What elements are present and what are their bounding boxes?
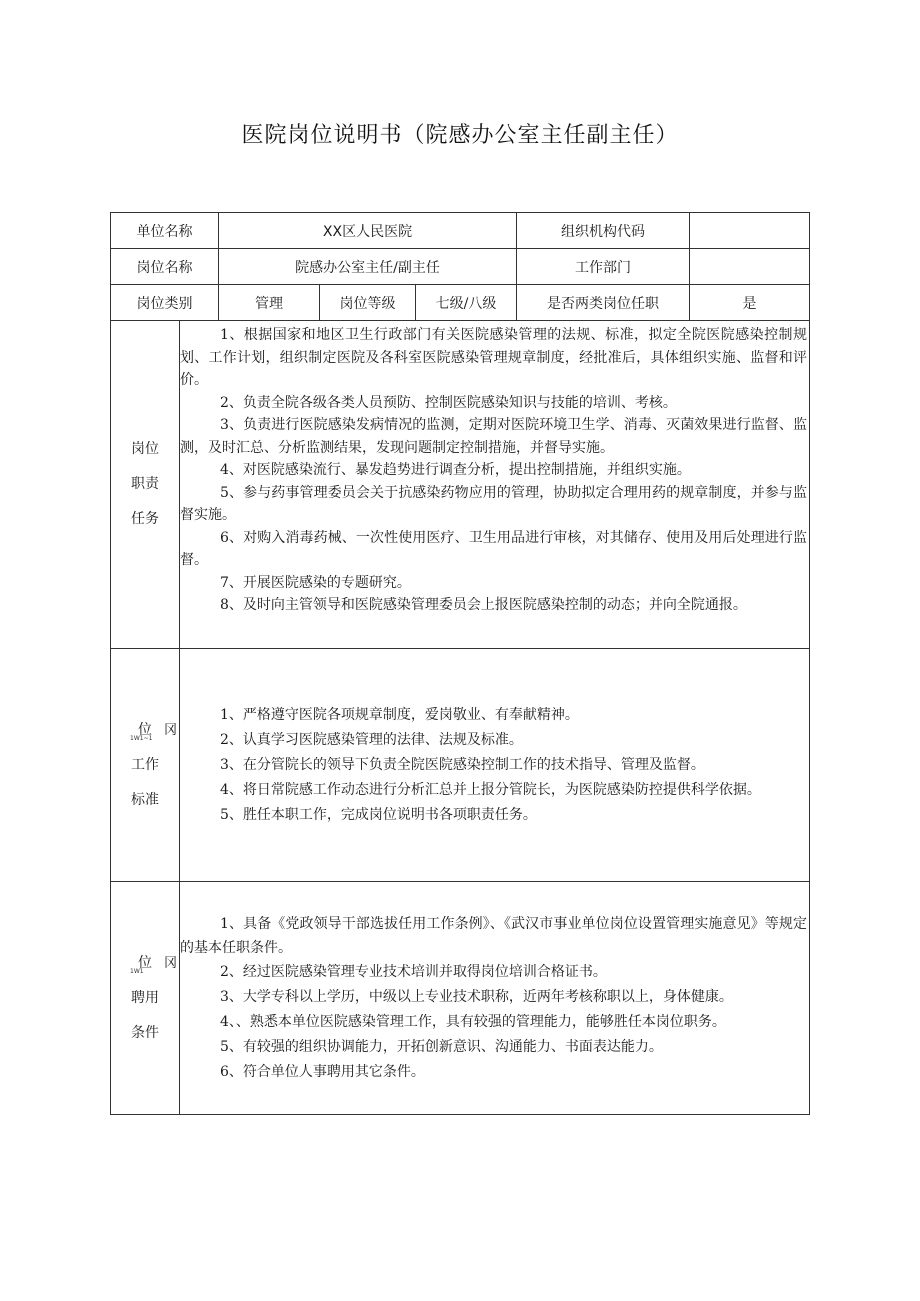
post-category-value: 管理 [219,285,320,321]
duty-item-1: 1、根据国家和地区卫生行政部门有关医院感染管理的法规、标准，拟定全院医院感染控制规划、工作计划，组织制定医院及各科室医院感染管理规章制度，经批准后，具体组织实施、监督和评价。 [180,327,807,388]
standards-content [180,649,810,882]
duty-item-2: 2、负责全院各级各类人员预防、控制医院感染知识与技能的培训、考核。 [220,394,677,411]
duties-label [111,321,180,649]
info-row-post [111,249,810,285]
requirements-label-line-1 [111,952,179,975]
standard-item-4: 4、将日常院感工作动态进行分析汇总并上报分管院长，为医院感染防控提供科学依据。 [220,782,761,798]
dual-post-value: 是 [690,285,810,321]
post-grade-value: 七级/八级 [416,285,517,321]
requirement-item-3: 3、大学专科以上学历，中级以上专业技术职称，近两年考核称职以上，身体健康。 [220,989,733,1005]
post-name-label: 岗位名称 [111,249,219,285]
requirements-label-line-2: 聘用 [131,989,159,1006]
requirement-item-1: 1、具备《党政领导干部选拔任用工作条例》、《武汉市事业单位岗位设置管理实施意见》等规定的基本任职条件。 [180,916,807,956]
duty-item-5: 5、参与药事管理委员会关于抗感染药物应用的管理，协助拟定合理用药的规章制度，并参与监督实施。 [180,484,807,523]
duties-label-line-1: 岗位 [131,441,159,457]
standards-label-line-1 [111,719,179,742]
standard-item-2: 2、认真学习医院感染管理的法律、法规及标准。 [220,732,523,748]
requirement-item-4: 4、、熟悉本单位医院感染管理工作，具有较强的管理能力，能够胜任本岗位职务。 [220,1014,726,1030]
page-title: 医院岗位说明书（院感办公室主任副主任） [241,123,679,148]
info-row-unit [111,213,810,249]
requirement-item-2: 2、经过医院感染管理专业技术培训并取得岗位培训合格证书。 [220,964,607,980]
standards-section [111,649,810,882]
duty-item-3: 3、负责进行医院感染发病情况的监测，定期对医院环境卫生学、消毒、灭菌效果进行监督、监测，及时汇总、分析监测结果，发现问题制定控制措施，并督导实施。 [180,417,807,456]
standards-label [111,649,180,882]
duty-item-4: 4、对医院感染流行、暴发趋势进行调查分析，提出控制措施，并组织实施。 [220,462,691,478]
unit-name-value: XX区人民医院 [219,213,517,249]
duty-item-7: 7、开展医院感染的专题研究。 [220,574,411,591]
duty-item-6: 6、对购入消毒药械、一次性使用医疗、卫生用品进行审核，对其储存、使用及用后处理进行监督。 [180,529,807,568]
requirements-label-char: 冈 [164,955,178,971]
requirements-label-mark: 1W1 [130,967,144,975]
requirements-section [111,882,810,1115]
requirements-label-top: 位 [138,954,152,971]
standards-label-top: 位 [138,721,152,738]
standard-item-5: 5、胜任本职工作，完成岗位说明书各项职责任务。 [220,807,537,823]
requirements-label-top-wrap [130,952,178,975]
standards-label-top-wrap [130,719,178,742]
standards-label-mark: 1W1~1 [130,734,153,742]
standards-label-char: 冈 [164,722,178,738]
detail-table [110,320,810,1115]
requirements-label [111,882,180,1115]
requirement-item-5: 5、有较强的组织协调能力，开拓创新意识、沟通能力、书面表达能力。 [220,1039,663,1055]
org-code-value [690,213,810,249]
requirement-item-6: 6、符合单位人事聘用其它条件。 [220,1064,425,1080]
org-code-label: 组织机构代码 [517,213,690,249]
duties-content [180,321,810,649]
duty-item-8: 8、及时向主管领导和医院感染管理委员会上报医院感染控制的动态；并向全院通报。 [220,597,747,613]
post-category-label: 岗位类别 [111,285,219,321]
post-grade-label: 岗位等级 [320,285,416,321]
duties-section [111,321,810,649]
duties-label-line-2: 职责 [131,476,159,492]
requirements-content [180,882,810,1115]
info-row-category [111,285,810,321]
standards-label-line-2: 工作 [131,756,159,773]
post-name-value: 院感办公室主任/副主任 [219,249,517,285]
department-value [690,249,810,285]
requirements-label-line-3: 条件 [131,1024,159,1041]
dual-post-label: 是否两类岗位任职 [517,285,690,321]
unit-name-label: 单位名称 [111,213,219,249]
job-description-form [110,212,809,1115]
standard-item-3: 3、在分管院长的领导下负责全院医院感染控制工作的技术指导、管理及监督。 [220,757,705,773]
duties-label-line-3: 任务 [131,511,159,527]
standard-item-1: 1、严格遵守医院各项规章制度，爱岗敬业、有奉献精神。 [220,707,579,723]
standards-label-line-3: 标准 [131,791,159,808]
department-label: 工作部门 [517,249,690,285]
basic-info-table [110,212,810,321]
